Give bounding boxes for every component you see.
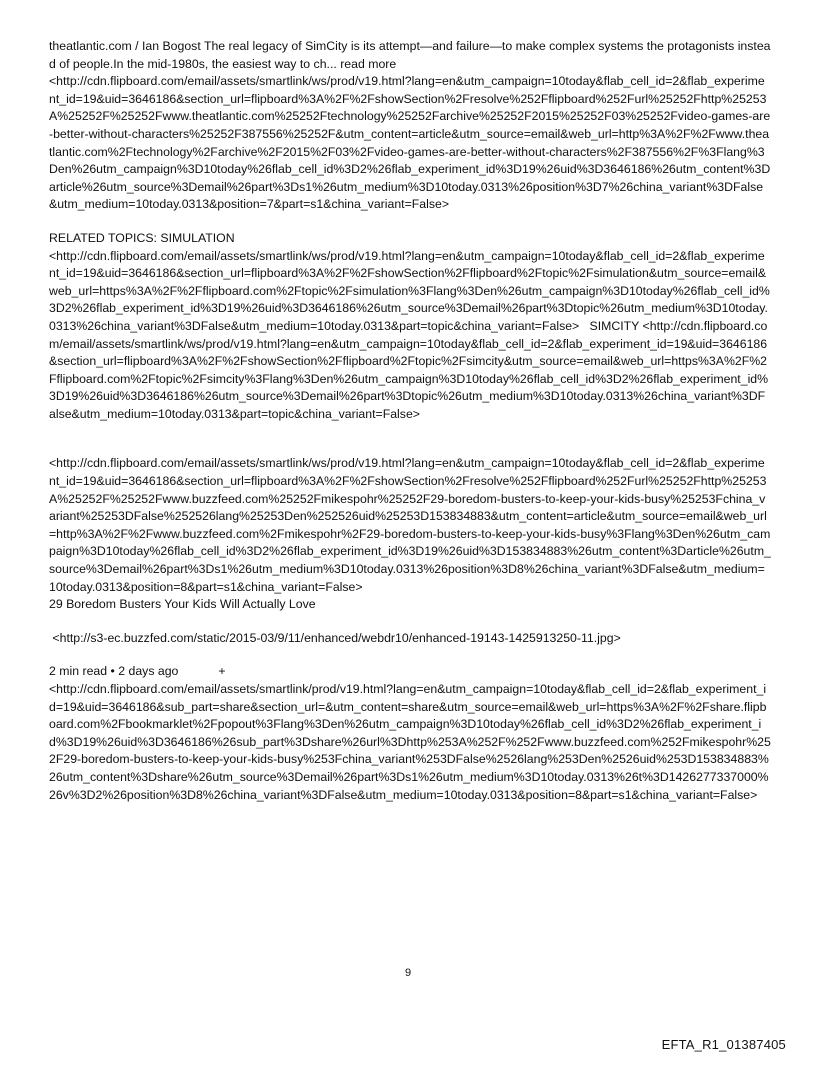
related-topic-links[interactable]: <http://cdn.flipboard.com/email/assets/smartlink/ws/prod/v19.html?lang=en&utm_campaign=10today&flab_cell_id=2&flab_experiment_id=19&uid=3646186&section_url=flipboard%3A%2F%2FshowSection%2Fflipboard%2Ftopic%2Fsimulation&utm_source=email&web_url=https%3A%2F%2Fflipboard.com%2Ftopic%2Fsimulation%3Flang%3Den%26utm_campaign%3D10today%26flab_cell_id%3D2%26flab_experiment_id%3D19%26uid%3D3646186%26utm_source%3Demail%26part%3Dtopic%26utm_medium%3D10today.0313%26china_variant%3DFalse&utm_medium=10today.0313&part=topic&china_variant=False> SIMCITY <http://cdn.flipboard.com/email/assets/smartlink/ws/prod/v19.html?lang=en&utm_campaign=10today&flab_cell_id=2&flab_experiment_id=19&uid=3646186&section_url=flipboard%3A%2F%2FshowSection%2Fflipboard%2Ftopic%2Fsimcity&utm_source=email&web_url=https%3A%2F%2Fflipboard.com%2Ftopic%2Fsimcity%3Flang%3Den%26utm_campaign%3D10today%26flab_cell_id%3D2%26flab_experiment_id%3D19%26uid%3D3646186%26utm_source%3Demail%26part%3Dtopic%26utm_medium%3D10today.0313%26china_variant%3DFalse&utm_medium=10today.0313&part=topic&china_variant=False>: [49, 248, 770, 421]
article-summary: theatlantic.com / Ian Bogost The real legacy of SimCity is its attempt—and failure—to make complex systems the protagonists instead of people.In the mid-1980s, the easiest way to ch... read more: [49, 39, 771, 71]
article-link[interactable]: <http://cdn.flipboard.com/email/assets/smartlink/ws/prod/v19.html?lang=en&utm_campaign=10today&flab_cell_id=2&flab_experiment_id=19&uid=3646186&section_url=flipboard%3A%2F%2FshowSection%2Fresolve%252Fflipboard%252Furl%25252Fhttp%25253A%25252F%25252Fwww.buzzfeed.com%25252Fmikespohr%25252F29-boredom-busters-to-keep-your-kids-busy%25253Fchina_variant%25253DFalse%252526lang%25253Den%252526uid%25253D153834883&utm_content=article&utm_source=email&web_url=http%3A%2F%2Fwww.buzzfeed.com%2Fmikespohr%2F29-boredom-busters-to-keep-your-kids-busy%3Flang%3Den%26utm_campaign%3D10today%26flab_cell_id%3D2%26flab_experiment_id%3D19%26uid%3D153834883%26utm_content%3Darticle%26utm_source%3Demail%26part%3Ds1%26utm_medium%3D10today.0313%26position%3D8%26china_variant%3DFalse&utm_medium=10today.0313&position=8&part=s1&china_variant=False>: [49, 456, 771, 594]
share-link[interactable]: <http://cdn.flipboard.com/email/assets/smartlink/prod/v19.html?lang=en&utm_campaign=10today&flab_cell_id=2&flab_experiment_id=19&uid=3646186&sub_part=share&section_url=&utm_content=share&utm_source=email&web_url=https%3A%2F%2Fshare.flipboard.com%2Fbookmarklet%2Fpopout%3Flang%3Den%26utm_campaign%3D10today%26flab_cell_id%3D2%26flab_experiment_id%3D19%26uid%3D3646186%26sub_part%3Dshare%26url%3Dhttp%253A%252F%252Fwww.buzzfeed.com%252Fmikespohr%252F29-boredom-busters-to-keep-your-kids-busy%253Fchina_variant%253DFalse%2526lang%253Den%2526uid%253D153834883%26utm_content%3Dshare%26utm_source%3Demail%26part%3Ds1%26utm_medium%3D10today.0313%26t%3D1426277337000%26v%3D2%26position%3D8%26china_variant%3DFalse&utm_medium=10today.0313&position=8&part=s1&china_variant=False>: [49, 682, 771, 802]
document-body: [49, 38, 771, 804]
article-image-link[interactable]: <http://s3-ec.buzzfed.com/static/2015-03/9/11/enhanced/webdr10/enhanced-19143-1425913250-11.jpg>: [49, 630, 621, 645]
spacer: [49, 647, 771, 663]
related-topics-label: RELATED TOPICS: SIMULATION: [49, 230, 235, 245]
spacer: [49, 614, 771, 630]
article-title: 29 Boredom Busters Your Kids Will Actually Love: [49, 597, 316, 612]
document-id: EFTA_R1_01387405: [661, 1037, 786, 1052]
plus-share-icon[interactable]: +: [218, 664, 226, 679]
spacer: [49, 214, 771, 230]
read-time-meta: 2 min read • 2 days ago: [49, 664, 179, 679]
article-link[interactable]: <http://cdn.flipboard.com/email/assets/smartlink/ws/prod/v19.html?lang=en&utm_campaign=10today&flab_cell_id=2&flab_experiment_id=19&uid=3646186&section_url=flipboard%3A%2F%2FshowSection%2Fresolve%252Fflipboard%252Furl%25252Fhttp%25253A%25252F%25252Fwww.theatlantic.com%25252Ftechnology%25252Farchive%25252F2015%25252F03%25252Fvideo-games-are-better-without-characters%25252F387556%25252F&utm_content=article&utm_source=email&web_url=http%3A%2F%2Fwww.theatlantic.com%2Ftechnology%2Farchive%2F2015%2F03%2Fvideo-games-are-better-without-characters%2F387556%2F%3Flang%3Den%26utm_campaign%3D10today%26flab_cell_id%3D2%26flab_experiment_id%3D19%26uid%3D3646186%26utm_content%3Darticle%26utm_source%3Demail%26part%3Ds1%26utm_medium%3D10today.0313%26position%3D7%26china_variant%3DFalse&utm_medium=10today.0313&position=7&part=s1&china_variant=False>: [49, 74, 771, 212]
page-number: 9: [404, 967, 412, 979]
spacer: [49, 423, 771, 455]
article-meta-row: [49, 663, 771, 681]
